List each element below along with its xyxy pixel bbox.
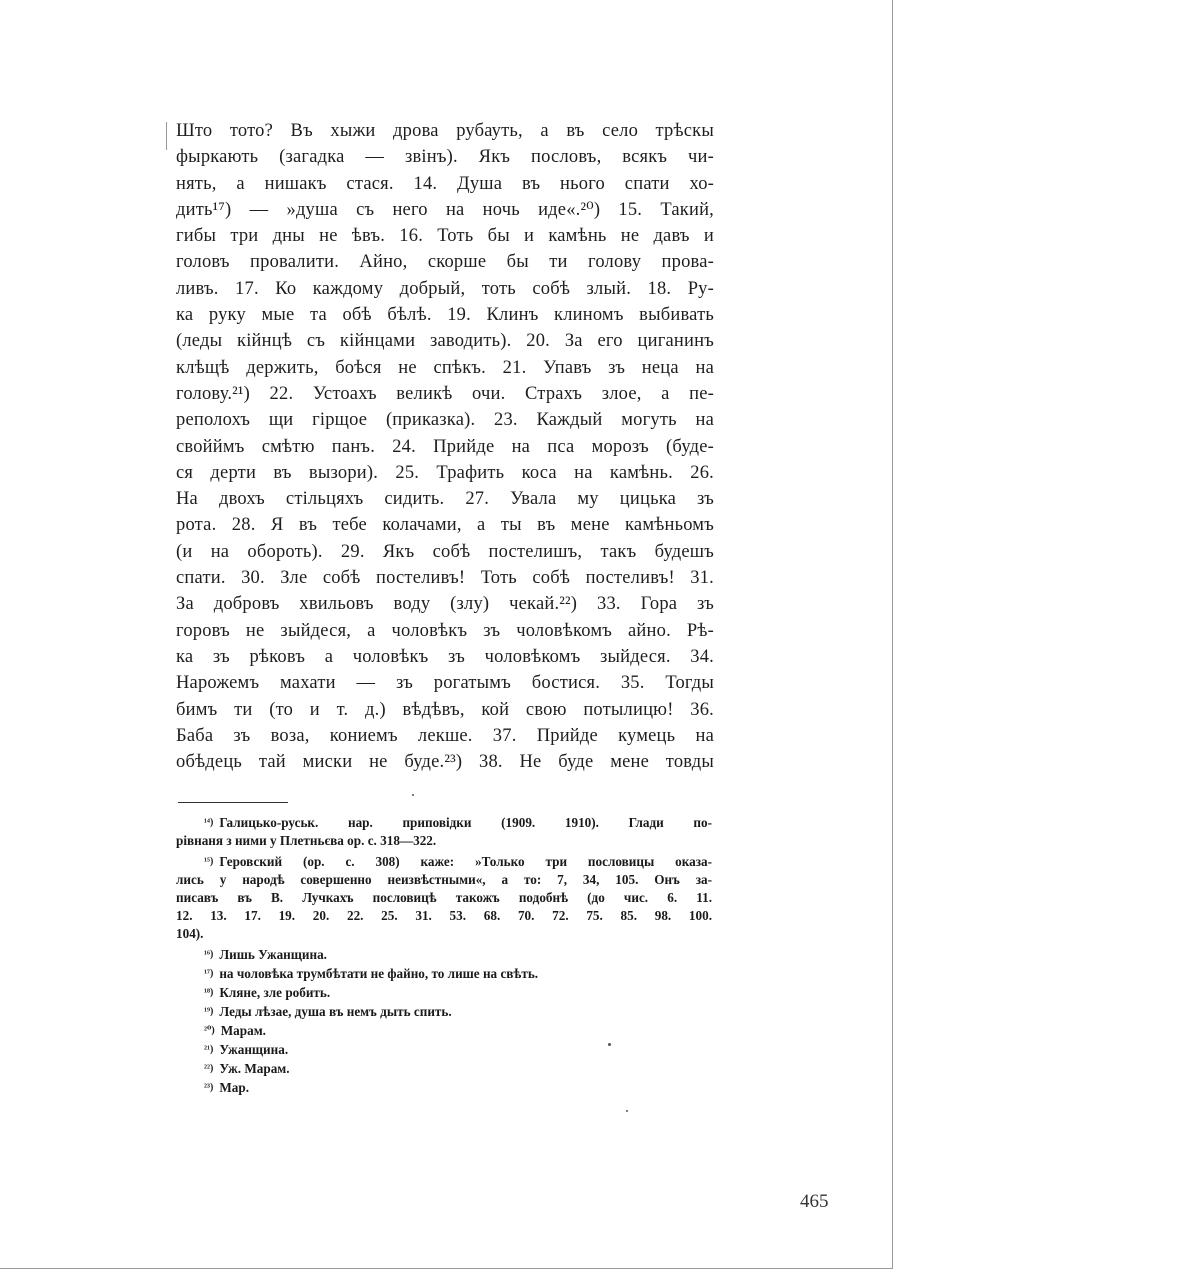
footnote xyxy=(176,853,712,943)
scan-speck xyxy=(626,1110,628,1112)
footnote-marker: ¹⁵) xyxy=(204,856,214,867)
footnote xyxy=(176,965,712,983)
footnote-text: Марам. xyxy=(220,1023,266,1038)
footnote-marker: ²³) xyxy=(204,1082,214,1093)
text-line: Баба зъ воза, кониемъ лекше. 37. Прийде кумець на xyxy=(176,725,714,746)
footnote-text: Кляне, зле робить. xyxy=(219,985,331,1000)
footnote-marker: ²²) xyxy=(204,1063,214,1074)
text-line: свойймъ смѣтю панъ. 24. Прийде на пса морозъ (буде- xyxy=(176,436,714,457)
text-line: (леды кійнцѣ съ кійнцами заводить). 20. За его циганинъ xyxy=(176,331,714,352)
page-number: 465 xyxy=(800,1191,829,1212)
footnote-text: писавъ въ В. Лучкахъ пословицѣ такожъ подобнѣ (до чис. 6. 11. xyxy=(176,890,712,905)
footnote-text: Мар. xyxy=(219,1080,249,1095)
scan-margin-mark xyxy=(166,122,167,150)
footnote-text: Геровский (ор. с. 308) каже: »Только три пословицы оказа- xyxy=(219,854,712,869)
footnote-text: лись у народѣ совершенно неизвѣстными«, а то: 7, 34, 105. Онъ за- xyxy=(176,872,712,887)
footnote xyxy=(176,1079,712,1097)
footnote-marker: ²¹) xyxy=(204,1044,214,1055)
text-line: голову.²¹) 22. Устоахъ великѣ очи. Страхъ злое, а пе- xyxy=(176,383,714,404)
footnote-text: на чоловѣка трумбѣтати не файно, то лише на свѣть. xyxy=(219,966,539,981)
text-line: реполохъ щи гірщое (приказка). 23. Каждый могуть на xyxy=(176,410,714,431)
text-line: головъ провалити. Айно, скорше бы ти голову прова- xyxy=(176,252,714,273)
text-line: спати. 30. Зле собѣ постеливъ! Тоть собѣ постеливъ! 31. xyxy=(176,568,714,589)
footnote xyxy=(176,814,712,850)
footnote xyxy=(176,1060,712,1078)
text-line: нять, а нишакъ стася. 14. Душа въ нього спати хо- xyxy=(176,173,714,194)
scan-speck xyxy=(412,794,414,796)
text-line: ка руку мые та обѣ бѣлѣ. 19. Клинъ клиномъ выбивать xyxy=(176,305,714,326)
text-line: горовъ не зыйдеся, а чоловѣкъ зъ чоловѣкомъ айно. Рѣ- xyxy=(176,620,714,641)
text-line: За добровъ хвильовъ воду (злу) чекай.²²) 33. Гора зъ xyxy=(176,594,714,615)
text-line: (и на обороть). 29. Якъ собѣ постелишъ, такъ будешъ xyxy=(176,541,714,562)
text-line: ка зъ рѣковъ а чоловѣкъ зъ чоловѣкомъ зыйдеся. 34. xyxy=(176,646,714,667)
text-line: гибы три дны не ѣвъ. 16. Тоть бы и камѣнь не давъ и xyxy=(176,226,714,247)
footnote-text: Лишь Ужанщина. xyxy=(219,947,327,962)
footnote-text: Ужанщина. xyxy=(219,1042,289,1057)
footnote-marker: ²⁰) xyxy=(204,1025,215,1036)
footnote xyxy=(176,1003,712,1021)
text-line: ся дерти въ вызори). 25. Трафить коса на камѣнь. 26. xyxy=(176,462,714,483)
text-line: Нарожемъ махати — зъ рогатымъ бостися. 35. Тогды xyxy=(176,673,714,694)
footnote-separator xyxy=(178,802,288,803)
footnote-text: 104). xyxy=(176,926,204,941)
footnote-text: 12. 13. 17. 19. 20. 22. 25. 31. 53. 68. 70. 72. 75. 85. 98. 100. xyxy=(176,908,712,923)
main-text-block xyxy=(176,118,714,775)
footnote xyxy=(176,1022,712,1040)
text-line: фыркають (загадка — звінъ). Якъ пословъ, всякъ чи- xyxy=(176,147,714,168)
footnote-text: рівнаня з ними у Плетньєва ор. с. 318—322. xyxy=(176,833,437,848)
footnote-marker: ¹⁸) xyxy=(204,987,214,998)
footnote xyxy=(176,984,712,1002)
text-line: рота. 28. Я въ тебе колачами, а ты въ мене камѣньомъ xyxy=(176,515,714,536)
footnote xyxy=(176,1041,712,1059)
footnote-marker: ¹⁹) xyxy=(204,1006,214,1017)
footnote-text: Уж. Марам. xyxy=(219,1061,290,1076)
text-line: дить¹⁷) — »душа съ него на ночь иде«.²⁰) 15. Такий, xyxy=(176,199,714,220)
scan-speck xyxy=(608,1043,611,1046)
footnote-text: Леды лѣзае, душа въ немъ дыть спить. xyxy=(219,1004,452,1019)
footnote-text: Галицько-руськ. нар. приповідки (1909. 1910). Глади по- xyxy=(219,815,712,830)
footnotes-block xyxy=(176,814,712,1098)
text-line: ливъ. 17. Ко каждому добрый, тоть собѣ злый. 18. Ру- xyxy=(176,278,714,299)
footnote-marker: ¹⁷) xyxy=(204,968,214,979)
text-line: На двохъ стільцяхъ сидить. 27. Увала му цицька зъ xyxy=(176,489,714,510)
text-line: Што тото? Въ хыжи дрова рубауть, а въ село трѣскы xyxy=(176,121,714,141)
text-line: клѣщѣ держить, боѣся не спѣкъ. 21. Упавъ зъ неца на xyxy=(176,357,714,378)
text-line: бимъ ти (то и т. д.) вѣдѣвъ, кой свою потылицю! 36. xyxy=(176,699,714,720)
footnote xyxy=(176,946,712,964)
footnote-marker: ¹⁴) xyxy=(204,817,214,828)
footnote-marker: ¹⁶) xyxy=(204,949,214,960)
text-line: обѣдець тай миски не буде.²³) 38. Не буде мене товды xyxy=(176,752,714,773)
